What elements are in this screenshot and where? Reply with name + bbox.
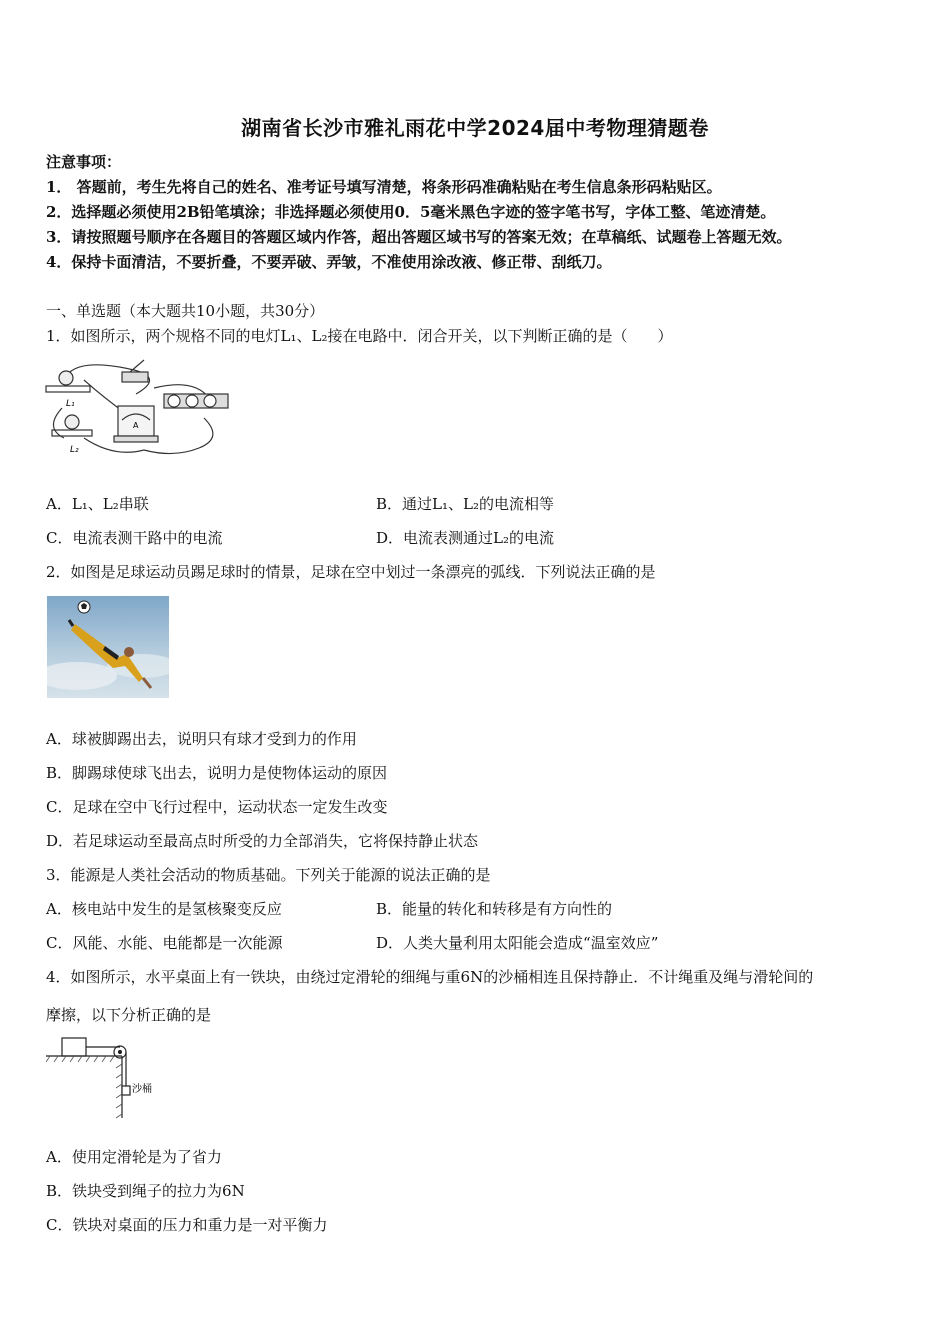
q1-option-a: A．L₁、L₂串联 [46, 495, 149, 513]
notice-item-1: 1． 答题前，考生先将自己的姓名、准考证号填写清楚，将条形码准确粘贴在考生信息条形码粘贴区。 [46, 178, 722, 196]
q2-soccer-photo [47, 596, 169, 698]
q4-stem-line-2: 摩擦，以下分析正确的是 [46, 1006, 212, 1024]
q4-pulley-figure [46, 1036, 162, 1122]
notice-heading: 注意事项： [46, 153, 122, 171]
q1-option-c: C．电流表测干路中的电流 [46, 529, 223, 547]
q4-fig-label-bucket: 沙桶 [132, 1084, 152, 1095]
q2-stem: 2．如图是足球运动员踢足球时的情景，足球在空中划过一条漂亮的弧线．下列说法正确的是 [46, 563, 656, 581]
q4-option-c: C．铁块对桌面的压力和重力是一对平衡力 [46, 1216, 328, 1234]
q1-option-b: B．通过L₁、L₂的电流相等 [376, 495, 554, 513]
q3-option-b: B．能量的转化和转移是有方向性的 [376, 900, 613, 918]
q4-option-a: A．使用定滑轮是为了省力 [46, 1148, 222, 1166]
q1-fig-label-meter: A [133, 421, 139, 430]
page-title: 湖南省长沙市雅礼雨花中学2024届中考物理猜题卷 [241, 116, 709, 140]
q3-stem: 3．能源是人类社会活动的物质基础。下列关于能源的说法正确的是 [46, 866, 491, 884]
q1-fig-label-l1: L₁ [66, 399, 75, 409]
q3-option-d: D．人类大量利用太阳能会造成“温室效应” [376, 934, 659, 952]
q3-option-a: A．核电站中发生的是氢核聚变反应 [46, 900, 282, 918]
notice-item-3: 3．请按照题号顺序在各题目的答题区域内作答，超出答题区域书写的答案无效；在草稿纸、试题卷上答题无效。 [46, 228, 792, 246]
q1-circuit-figure [44, 358, 234, 464]
notice-item-2: 2．选择题必须使用2B铅笔填涂；非选择题必须使用0．5毫米黑色字迹的签字笔书写，字体工整、笔迹清楚。 [46, 203, 776, 221]
q4-option-b: B．铁块受到绳子的拉力为6N [46, 1182, 245, 1200]
q2-option-c: C．足球在空中飞行过程中，运动状态一定发生改变 [46, 798, 388, 816]
q2-option-a: A．球被脚踢出去，说明只有球才受到力的作用 [46, 730, 357, 748]
notice-item-4: 4．保持卡面清洁，不要折叠，不要弄破、弄皱，不准使用涂改液、修正带、刮纸刀。 [46, 253, 612, 271]
q1-stem: 1．如图所示，两个规格不同的电灯L₁、L₂接在电路中．闭合开关，以下判断正确的是（ ） [46, 327, 673, 345]
section-heading: 一、单选题（本大题共10小题，共30分） [46, 302, 325, 320]
q1-option-d: D．电流表测通过L₂的电流 [376, 529, 555, 547]
q4-stem-line-1: 4．如图所示，水平桌面上有一铁块，由绕过定滑轮的细绳与重6N的沙桶相连且保持静止．不计绳重及绳与滑轮间的 [46, 968, 814, 986]
q2-option-b: B．脚踢球使球飞出去，说明力是使物体运动的原因 [46, 764, 388, 782]
q3-option-c: C．风能、水能、电能都是一次能源 [46, 934, 283, 952]
q2-option-d: D．若足球运动至最高点时所受的力全部消失，它将保持静止状态 [46, 832, 479, 850]
q1-fig-label-l2: L₂ [70, 445, 79, 455]
